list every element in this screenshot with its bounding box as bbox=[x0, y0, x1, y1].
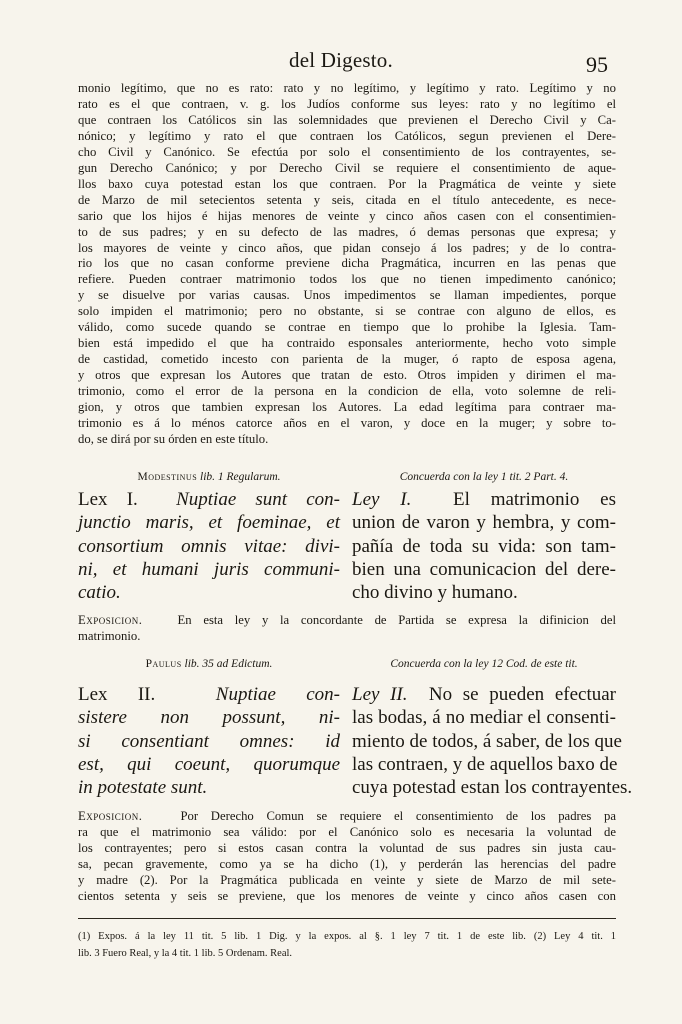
text-line: rio los que no casan conforme previene dicha Pragmática, incurren en las penas que bbox=[78, 256, 616, 271]
source-author: Modestinus bbox=[137, 471, 198, 483]
text-line: de castidad, cometido incesto con parienta de la muger, ó rapto de esposa agena, bbox=[78, 352, 616, 367]
text-line: los mayores de veinte y cinco años, que pidan consejo á los padres; y de lo contra- bbox=[78, 240, 616, 255]
footnote-rule bbox=[78, 918, 616, 919]
footnote-line: lib. 3 Fuero Real, y la 4 tit. 1 lib. 5 Ordenam. Real. bbox=[78, 948, 293, 959]
law2-latin-text bbox=[78, 683, 340, 799]
text-line: catio. bbox=[78, 582, 121, 604]
law-heading: Lex I. bbox=[78, 489, 138, 510]
law1-latin-source bbox=[78, 471, 340, 483]
text-line: consortium omnis vitae: divi- bbox=[78, 535, 340, 557]
text-line: solo impiden el matrimonio; pero no obstante, si se contrae con alguno de ellos, es bbox=[78, 304, 616, 319]
exposicion-label: Exposicion. bbox=[78, 809, 143, 823]
text-line: sario que los hijos é hijas menores de veinte y cinco años casen con el consentimien- bbox=[78, 208, 616, 223]
text-line: refiere. Pueden contraer matrimonio todos los que no tienen impedimento canónico; bbox=[78, 272, 616, 287]
law1-latin-text bbox=[78, 488, 340, 604]
text-line: trimonio, como el error de la persona en la condicion de ella, voto solemne de reli- bbox=[78, 384, 616, 399]
text-line: sa, pecan gravemente, como ya se ha dicho (1), y perderán las herencias del padre bbox=[78, 857, 616, 871]
text-line: ni, et humani juris communi- bbox=[78, 558, 340, 580]
intro-paragraph bbox=[78, 81, 616, 448]
text-line: los contrayentes; pero si estos casan contra la voluntad de sus padres sin justa cau- bbox=[78, 841, 616, 855]
law-heading: Ley II. bbox=[352, 684, 408, 705]
concordance-ref: Concuerda con la ley 12 Cod. de este tit. bbox=[390, 658, 578, 670]
text-line: bien una comunicacion del dere- bbox=[352, 558, 616, 580]
text-line: est, qui coeunt, quorumque bbox=[78, 753, 340, 775]
text-line: rato es el que contraen, v. g. los Judíos conforme sus leyes: rato y no legítimo el bbox=[78, 96, 616, 111]
text-line: miento de todos, á saber, de los que bbox=[352, 730, 622, 752]
text-line: cho Civil y Canónico. Se efectúa por solo el consentimiento de los contrayentes, se- bbox=[78, 144, 616, 159]
law2-spanish-text bbox=[352, 683, 633, 799]
running-title: del Digesto. bbox=[289, 48, 393, 72]
law2-spanish-source bbox=[352, 658, 616, 670]
text-line: válido, como sucede quando se contrae en tiempo que lo prohibe la Iglesia. Tam- bbox=[78, 320, 616, 335]
text-line: bien está impedido el que ha contraido esponsales anteriormente, hecho voto simple bbox=[78, 336, 616, 351]
text-line: llos baxo cuya potestad estan los que contraen. Por la Pragmática de veinte y siete bbox=[78, 176, 616, 191]
text-line: do, se dirá por su órden en este título. bbox=[78, 431, 269, 446]
text-line: de Marzo de mil setecientos setenta y seis, citada en el título antecedente, es nece- bbox=[78, 192, 616, 207]
text-line: nónico; y legítimo y rato el que contraen los Católicos, segun previenen el Dere- bbox=[78, 128, 616, 143]
text-line: Nuptiae con- bbox=[215, 684, 340, 705]
text-line: Por Derecho Comun se requiere el consentimiento de los padres pa bbox=[180, 809, 616, 823]
text-line: que contraen los Católicos sin las solemnidades que previenen el Derecho Civil y Ca- bbox=[78, 112, 616, 127]
footnote-line: (1) Expos. á la ley 11 tit. 5 lib. 1 Dig. y la expos. al §. 1 ley 7 tit. 1 de este lib. (2) Ley 4 tit. 1 bbox=[78, 931, 616, 942]
text-line: gion, y otros que tambien expresan los Autores. La edad legítima para contraer ma- bbox=[78, 400, 616, 415]
page-number: 95 bbox=[586, 52, 608, 77]
text-line: trimonio es á lo ménos catorce años en el varon, y doce en la muger; y sobre to- bbox=[78, 416, 616, 431]
source-ref: lib. 1 Regularum. bbox=[200, 471, 281, 483]
text-line: matrimonio. bbox=[78, 629, 141, 643]
text-line: gun Derecho Canónico; y por Derecho Civil se requiere el consentimiento de aque- bbox=[78, 160, 616, 175]
law-heading: Ley I. bbox=[352, 489, 412, 510]
concordance-ref: Concuerda con la ley 1 tit. 2 Part. 4. bbox=[399, 471, 569, 483]
text-line: in potestate sunt. bbox=[78, 777, 208, 799]
law-heading: Lex II. bbox=[78, 684, 156, 705]
text-line: junctio maris, et foeminae, et bbox=[78, 512, 340, 534]
text-line: No se pueden efectuar bbox=[428, 684, 616, 705]
text-line: cuya potestad estan los contrayentes. bbox=[352, 777, 633, 799]
law1-spanish-text bbox=[352, 488, 616, 604]
text-line: ra que el matrimonio sea válido: por el Canónico solo es necesaria la voluntad de bbox=[78, 825, 616, 839]
law2-latin-source bbox=[78, 658, 340, 670]
text-line: union de varon y hembra, y com- bbox=[352, 512, 616, 534]
text-line: sistere non possunt, ni- bbox=[78, 707, 340, 729]
text-line: En esta ley y la concordante de Partida se expresa la difinicion del bbox=[177, 613, 616, 627]
text-line: y se disuelve por varias causas. Unos impedimentos se llaman impedientes, porque bbox=[78, 288, 616, 303]
law2-exposicion bbox=[78, 808, 616, 904]
text-line: si consentiant omnes: id bbox=[78, 730, 340, 752]
source-ref: lib. 35 ad Edictum. bbox=[184, 658, 273, 670]
text-line: monio legítimo, que no es rato: rato y no legítimo, y legítimo y rato. Legítimo y no bbox=[78, 81, 616, 95]
source-author: Paulus bbox=[145, 658, 182, 670]
text-line: las bodas, á no mediar el consenti- bbox=[352, 707, 616, 729]
text-line: cientos setenta y seis se previene, que los menores de veinte y cinco años casen con bbox=[78, 889, 616, 903]
law1-spanish-source bbox=[352, 471, 616, 483]
text-line: las contraen, y de aquellos baxo de bbox=[352, 753, 618, 775]
text-line: cho divino y humano. bbox=[352, 582, 518, 604]
text-line: pañía de toda su vida: son tam- bbox=[352, 535, 616, 557]
text-line: y otros que expresan los Autores que tratan de esto. Otros impiden y dirimen el ma- bbox=[78, 368, 616, 383]
text-line: y madre (2). Por la Pragmática publicada en veinte y siete de Marzo de mil sete- bbox=[78, 873, 616, 887]
text-line: Nuptiae sunt con- bbox=[176, 489, 340, 510]
text-line: to de sus padres; y en su defecto de las madres, ó demas personas que expresa; y bbox=[78, 224, 616, 239]
footnotes bbox=[78, 928, 616, 962]
law1-exposicion bbox=[78, 612, 616, 644]
text-line: El matrimonio es bbox=[453, 489, 617, 510]
exposicion-label: Exposicion. bbox=[78, 613, 143, 627]
